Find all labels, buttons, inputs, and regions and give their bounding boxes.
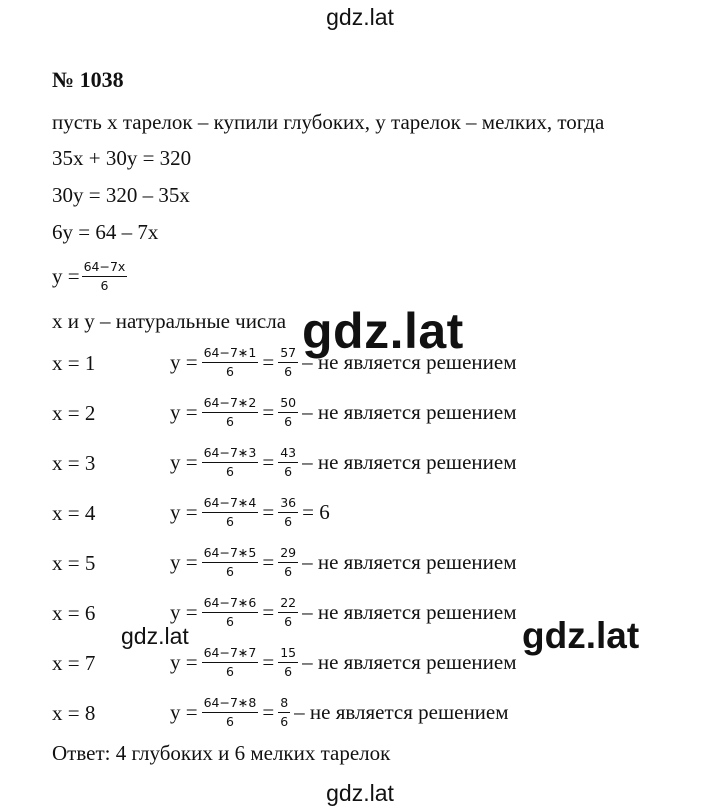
- fraction-numerator: 64−7∗8: [202, 695, 259, 713]
- fraction-denominator: 6: [226, 663, 234, 679]
- expression-fraction: [202, 395, 259, 430]
- fraction-numerator: 36: [278, 495, 298, 513]
- equation-1: 35x + 30y = 320: [52, 146, 192, 170]
- watermark-top: gdz.lat: [326, 4, 394, 30]
- y-label: y =: [170, 549, 198, 574]
- y-expression: [168, 590, 519, 634]
- y-expression: [168, 540, 519, 584]
- fraction-numerator: 50: [278, 395, 298, 413]
- x-value: x = 1: [52, 351, 96, 375]
- fraction-numerator: 64−7∗3: [202, 445, 259, 463]
- result-fraction: [278, 595, 298, 630]
- x-value: x = 7: [52, 651, 96, 675]
- equals-sign: =: [262, 699, 275, 724]
- result-fraction: [278, 645, 298, 680]
- fraction-numerator: 15: [278, 645, 298, 663]
- y-label: y =: [170, 649, 198, 674]
- x-value: x = 5: [52, 551, 96, 575]
- fraction-denominator: 6: [226, 613, 234, 629]
- fraction-numerator: 29: [278, 545, 298, 563]
- row-result: – не является решением: [294, 699, 509, 724]
- equals-sign: =: [262, 449, 275, 474]
- row-result: – не является решением: [302, 449, 517, 474]
- expression-fraction: [202, 695, 259, 730]
- equals-sign: =: [262, 549, 275, 574]
- row-result: = 6: [302, 499, 330, 524]
- x-value: x = 8: [52, 701, 96, 725]
- fraction-denominator: 6: [226, 563, 234, 579]
- y-label: y =: [170, 399, 198, 424]
- row-result: – не является решением: [302, 349, 517, 374]
- x-value: x = 4: [52, 501, 96, 525]
- x-value: x = 3: [52, 451, 96, 475]
- fraction-denominator: 6: [100, 277, 109, 293]
- result-fraction: [278, 345, 298, 380]
- equals-sign: =: [262, 399, 275, 424]
- expression-fraction: [202, 595, 259, 630]
- y-label: y =: [170, 599, 198, 624]
- equation-4: [52, 256, 129, 296]
- check-row: [52, 690, 672, 734]
- y-expression: [168, 440, 519, 484]
- fraction-denominator: 6: [284, 563, 293, 579]
- row-result: – не является решением: [302, 599, 517, 624]
- fraction-denominator: 6: [226, 413, 234, 429]
- x-value: x = 2: [52, 401, 96, 425]
- equation-2: 30y = 320 – 35x: [52, 183, 190, 207]
- expression-fraction: [202, 645, 259, 680]
- fraction-numerator: 64−7∗1: [202, 345, 259, 363]
- equals-sign: =: [262, 599, 275, 624]
- fraction-denominator: 6: [280, 713, 289, 729]
- problem-title: № 1038: [52, 67, 124, 92]
- y-expression: [168, 390, 519, 434]
- fraction-denominator: 6: [226, 463, 234, 479]
- equation-4-fraction: [82, 259, 128, 294]
- equals-sign: =: [262, 349, 275, 374]
- result-fraction: [278, 695, 290, 730]
- watermark-bottom: gdz.lat: [326, 780, 394, 806]
- y-expression: [168, 690, 511, 734]
- fraction-numerator: 8: [278, 695, 290, 713]
- fraction-numerator: 64−7∗4: [202, 495, 259, 513]
- fraction-denominator: 6: [226, 513, 234, 529]
- fraction-denominator: 6: [284, 463, 293, 479]
- check-row: [52, 440, 672, 484]
- check-row: [52, 540, 672, 584]
- fraction-denominator: 6: [284, 413, 293, 429]
- row-result: – не является решением: [302, 549, 517, 574]
- y-label: y =: [170, 349, 198, 374]
- expression-fraction: [202, 495, 259, 530]
- y-label: y =: [170, 449, 198, 474]
- watermark-large: gdz.lat: [302, 303, 464, 359]
- y-expression: [168, 640, 519, 684]
- expression-fraction: [202, 545, 259, 580]
- y-expression: [168, 490, 332, 534]
- answer-text: Ответ: 4 глубоких и 6 мелких тарелок: [52, 741, 391, 765]
- fraction-denominator: 6: [284, 663, 293, 679]
- row-result: – не является решением: [302, 399, 517, 424]
- fraction-numerator: 43: [278, 445, 298, 463]
- fraction-numerator: 64−7∗2: [202, 395, 259, 413]
- fraction-denominator: 6: [284, 513, 293, 529]
- x-value: x = 6: [52, 601, 96, 625]
- equals-sign: =: [262, 499, 275, 524]
- intro-text: пусть x тарелок – купили глубоких, y тарелок – мелких, тогда: [52, 110, 605, 134]
- fraction-denominator: 6: [284, 363, 293, 379]
- check-row: [52, 490, 672, 534]
- y-label: y =: [170, 699, 198, 724]
- result-fraction: [278, 445, 298, 480]
- fraction-numerator: 64−7∗6: [202, 595, 259, 613]
- y-label: y =: [170, 499, 198, 524]
- equals-sign: =: [262, 649, 275, 674]
- result-fraction: [278, 495, 298, 530]
- fraction-denominator: 6: [284, 613, 293, 629]
- check-row: [52, 390, 672, 434]
- watermark-middle-right: gdz.lat: [522, 615, 640, 656]
- equation-3: 6y = 64 – 7x: [52, 220, 159, 244]
- fraction-numerator: 64−7∗7: [202, 645, 259, 663]
- result-fraction: [278, 545, 298, 580]
- fraction-numerator: 64−7∗5: [202, 545, 259, 563]
- fraction-numerator: 64−7x: [82, 259, 128, 277]
- fraction-denominator: 6: [226, 713, 234, 729]
- result-fraction: [278, 395, 298, 430]
- fraction-numerator: 22: [278, 595, 298, 613]
- expression-fraction: [202, 445, 259, 480]
- equation-4-prefix: y =: [52, 264, 80, 288]
- fraction-numerator: 57: [278, 345, 298, 363]
- natural-numbers-note: x и y – натуральные числа: [52, 309, 287, 333]
- fraction-denominator: 6: [226, 363, 234, 379]
- expression-fraction: [202, 345, 259, 380]
- watermark-middle-left: gdz.lat: [121, 623, 189, 649]
- row-result: – не является решением: [302, 649, 517, 674]
